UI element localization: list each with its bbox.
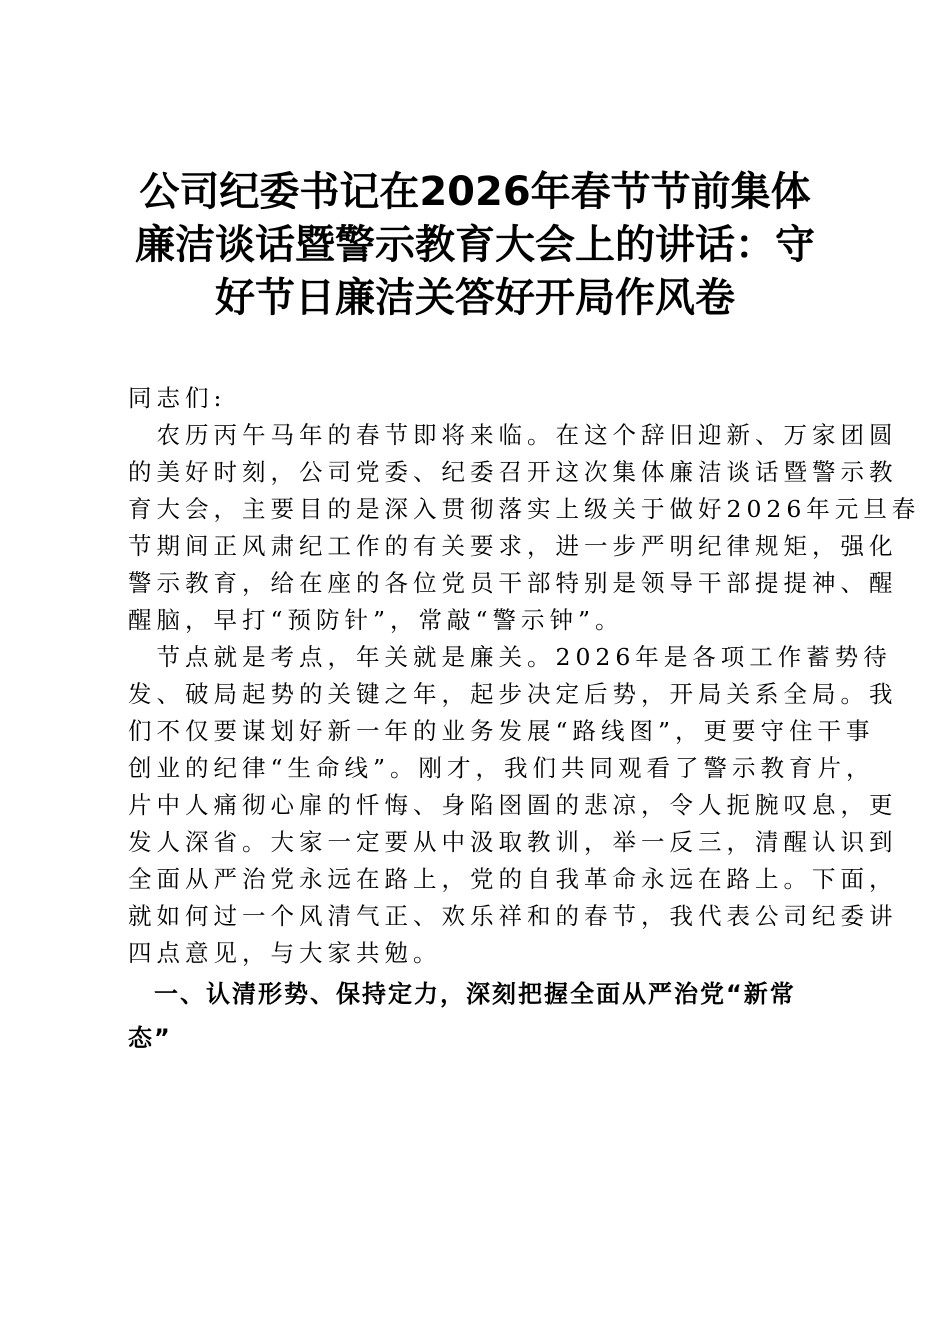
paragraph-line: 就如何过一个风清气正、欢乐祥和的春节，我代表公司纪委讲 xyxy=(128,902,898,930)
salutation: 同志们: xyxy=(128,384,227,412)
paragraph-1 xyxy=(128,417,921,639)
paragraph-line: 四点意见，与大家共勉。 xyxy=(128,939,442,967)
section-heading-1 xyxy=(128,972,828,1060)
heading-line: 一、认清形势、保持定力，深刻把握全面从严治党“新常 xyxy=(128,980,796,1008)
title-line: 公司纪委书记在2026年春节节前集体 xyxy=(139,169,811,215)
document-title xyxy=(110,166,840,325)
document-body xyxy=(128,380,921,1060)
paragraph-line: 农历丙午马年的春节即将来临。在这个辞旧迎新、万家团圆 xyxy=(128,421,898,449)
paragraph-line: 全面从严治党永远在路上，党的自我革命永远在路上。下面， xyxy=(128,865,898,893)
paragraph-line: 的美好时刻，公司党委、纪委召开这次集体廉洁谈话暨警示教 xyxy=(128,458,898,486)
paragraph-line: 警示教育，给在座的各位党员干部特别是领导干部提提神、醒 xyxy=(128,569,898,597)
paragraph-line: 创业的纪律“生命线”。刚才，我们共同观看了警示教育片， xyxy=(128,754,875,782)
paragraph-line: 片中人痛彻心扉的忏悔、身陷囹圄的悲凉，令人扼腕叹息，更 xyxy=(128,791,898,819)
paragraph-line: 节期间正风肃纪工作的有关要求，进一步严明纪律规矩，强化 xyxy=(128,532,898,560)
paragraph-2 xyxy=(128,639,898,972)
paragraph-line: 育大会，主要目的是深入贯彻落实上级关于做好2026年元旦春 xyxy=(128,495,921,523)
title-line: 廉洁谈话暨警示教育大会上的讲话：守 xyxy=(135,222,815,268)
paragraph-line: 发、破局起势的关键之年，起步决定后势，开局关系全局。我 xyxy=(128,680,898,708)
paragraph-line: 发人深省。大家一定要从中汲取教训，举一反三，清醒认识到 xyxy=(128,828,898,856)
paragraph-line: 们不仅要谋划好新一年的业务发展“路线图”，更要守住干事 xyxy=(128,717,875,745)
title-line: 好节日廉洁关答好开局作风卷 xyxy=(215,275,735,321)
paragraph-line: 节点就是考点，年关就是廉关。2026年是各项工作蓄势待 xyxy=(128,643,892,671)
paragraph-line: 醒脑，早打“预防针”，常敲“警示钟”。 xyxy=(128,606,624,634)
heading-line: 态” xyxy=(128,1024,172,1052)
